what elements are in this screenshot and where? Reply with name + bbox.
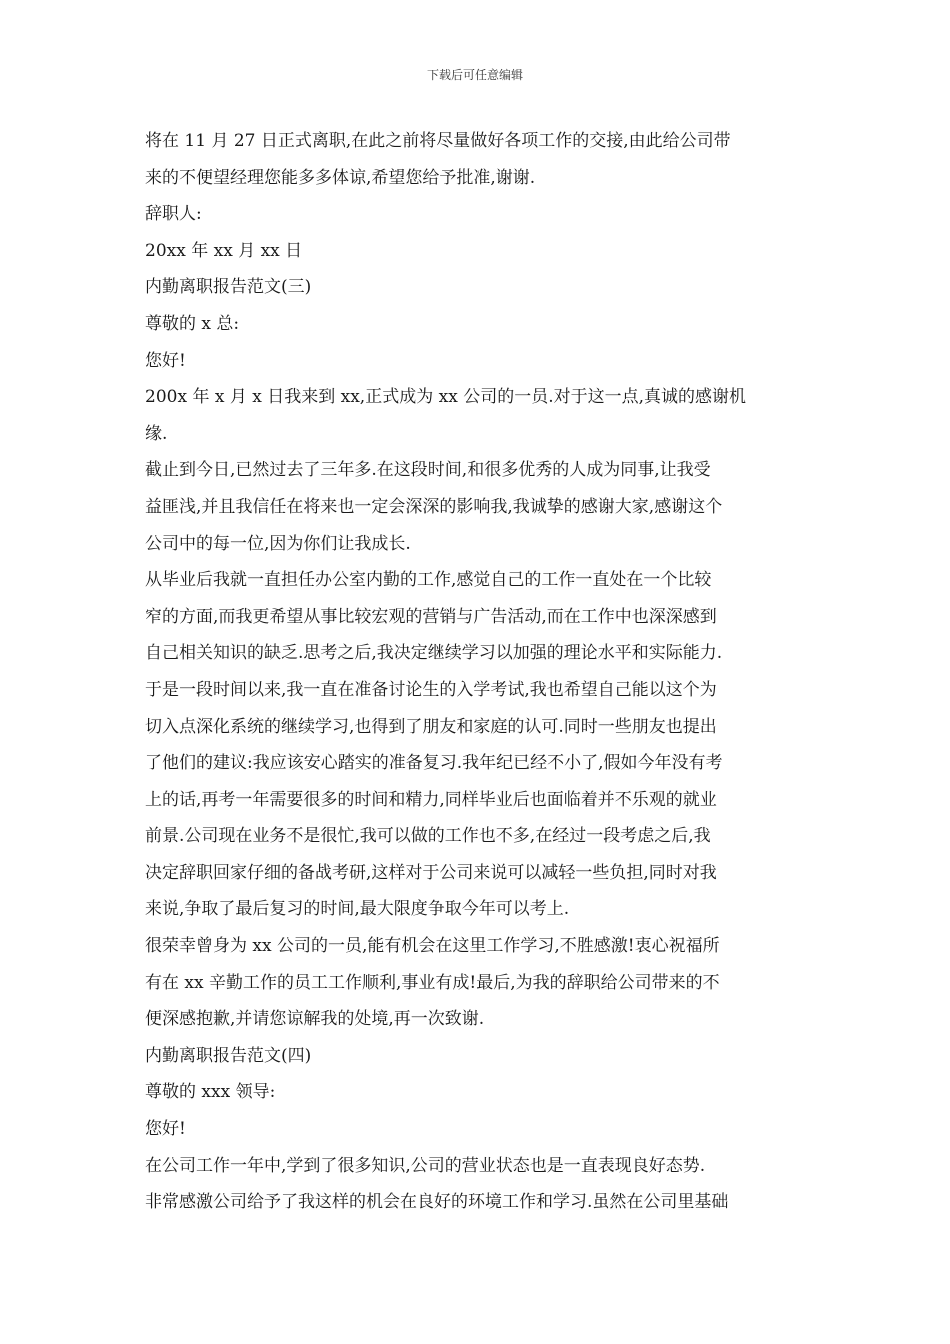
text-line: 来的不便望经理您能多多体谅,希望您给予批准,谢谢.	[145, 167, 536, 188]
text-line: 非常感激公司给予了我这样的机会在良好的环境工作和学习.虽然在公司里基础	[145, 1192, 729, 1213]
document-body	[145, 123, 810, 1221]
text-line: 将在 11 月 27 日正式离职,在此之前将尽量做好各项工作的交接,由此给公司带	[145, 131, 731, 151]
text-line: 截止到今日,已然过去了三年多.在这段时间,和很多优秀的人成为同事,让我受	[145, 460, 711, 481]
text-line: 于是一段时间以来,我一直在准备讨论生的入学考试,我也希望自己能以这个为	[145, 679, 717, 700]
text-line: 在公司工作一年中,学到了很多知识,公司的营业状态也是一直表现良好态势.	[145, 1155, 706, 1176]
date-line: 20xx 年 xx 月 xx 日	[145, 240, 303, 261]
greeting: 您好!	[145, 1119, 186, 1140]
text-line: 决定辞职回家仔细的备战考研,这样对于公司来说可以减轻一些负担,同时对我	[145, 862, 717, 883]
text-line: 益匪浅,并且我信任在将来也一定会深深的影响我,我诚挚的感谢大家,感谢这个	[145, 496, 723, 517]
text-line: 便深感抱歉,并请您谅解我的处境,再一次致谢.	[145, 1009, 485, 1030]
text-line: 窄的方面,而我更希望从事比较宏观的营销与广告活动,而在工作中也深深感到	[145, 606, 717, 627]
text-line: 自己相关知识的缺乏.思考之后,我决定继续学习以加强的理论水平和实际能力.	[145, 643, 723, 664]
text-line: 很荣幸曾身为 xx 公司的一员,能有机会在这里工作学习,不胜感激!衷心祝福所	[145, 936, 720, 957]
signature-label: 辞职人:	[145, 204, 202, 225]
text-line: 公司中的每一位,因为你们让我成长.	[145, 533, 411, 554]
salutation: 尊敬的 xxx 领导:	[145, 1082, 276, 1103]
text-line: 前景.公司现在业务不是很忙,我可以做的工作也不多,在经过一段考虑之后,我	[145, 826, 711, 847]
salutation: 尊敬的 x 总:	[145, 313, 240, 334]
text-line: 切入点深化系统的继续学习,也得到了朋友和家庭的认可.同时一些朋友也提出	[145, 716, 717, 737]
greeting: 您好!	[145, 350, 186, 371]
text-line: 了他们的建议:我应该安心踏实的准备复习.我年纪已经不小了,假如今年没有考	[145, 753, 723, 774]
page-header: 下载后可任意编辑	[426, 68, 523, 82]
text-line: 200x 年 x 月 x 日我来到 xx,正式成为 xx 公司的一员.对于这一点,真诚的感谢机	[145, 387, 747, 408]
text-line: 有在 xx 辛勤工作的员工工作顺利,事业有成!最后,为我的辞职给公司带来的不	[145, 972, 720, 993]
text-line: 从毕业后我就一直担任办公室内勤的工作,感觉自己的工作一直处在一个比较	[145, 570, 712, 591]
text-line: 上的话,再考一年需要很多的时间和精力,同样毕业后也面临着并不乐观的就业	[145, 789, 717, 810]
section-title: 内勤离职报告范文(四)	[145, 1045, 312, 1066]
section-title: 内勤离职报告范文(三)	[145, 277, 312, 298]
text-line: 缘.	[145, 423, 168, 444]
text-line: 来说,争取了最后复习的时间,最大限度争取今年可以考上.	[145, 899, 570, 920]
